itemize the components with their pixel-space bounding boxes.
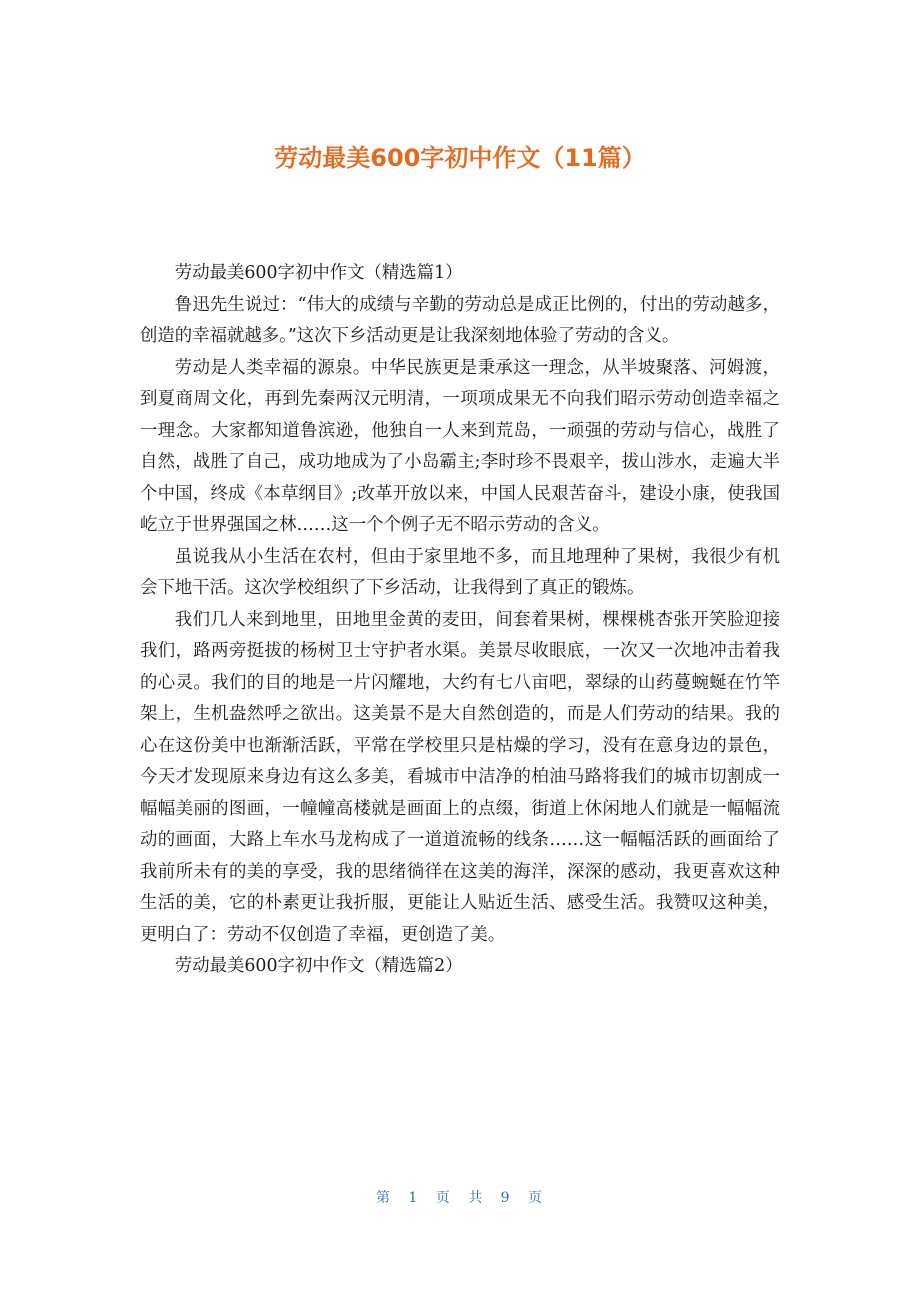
section-heading: 劳动最美600字初中作文（精选篇1）: [174, 263, 463, 283]
document-body: [140, 258, 780, 983]
page-number-footer: 第 1 页 共 9 页: [375, 1190, 545, 1206]
paragraph: 我们几人来到地里，田地里金黄的麦田，间套着果树，棵棵桃杏张开笑脸迎接我们，路两旁挺拔的杨树卫士守护者水渠。美景尽收眼底，一次又一次地冲击着我的心灵。我们的目的地是一片闪耀地，大约有七八亩吧，翠绿的山药蔓蜿蜒在竹竿架上，生机盎然呼之欲出。这美景不是大自然创造的，而是人们劳动的结果。我的心在这份美中也渐渐活跃，平常在学校里只是枯燥的学习，没有在意身边的景色，今天才发现原来身边有这么多美，看城市中洁净的柏油马路将我们的城市切割成一幅幅美丽的图画，一幢幢高楼就是画面上的点缀，街道上休闲地人们就是一幅幅流动的画面，大路上车水马龙构成了一道道流畅的线条……这一幅幅活跃的画面给了我前所未有的美的享受，我的思绪徜徉在这美的海洋，深深的感动，我更喜欢这种生活的美，它的朴素更让我折服，更能让人贴近生活、感受生活。我赞叹这种美，更明白了：劳动不仅创造了幸福，更创造了美。: [140, 609, 780, 945]
paragraph: 虽说我从小生活在农村，但由于家里地不多，而且地理种了果树，我很少有机会下地干活。这次学校组织了下乡活动，让我得到了真正的锻炼。: [140, 546, 780, 598]
paragraph: 劳动是人类幸福的源泉。中华民族更是秉承这一理念，从半坡聚落、河姆渡，到夏商周文化，再到先秦两汉元明清，一项项成果无不向我们昭示劳动创造幸福之一理念。大家都知道鲁滨逊，他独自一人来到荒岛，一顽强的劳动与信心，战胜了自然，战胜了自己，成功地成为了小岛霸主;李时珍不畏艰辛，拔山涉水，走遍大半个中国，终成《本草纲目》;改革开放以来，中国人民艰苦奋斗，建设小康，使我国屹立于世界强国之林……这一个个例子无不昭示劳动的含义。: [140, 357, 780, 535]
section-heading: 劳动最美600字初中作文（精选篇2）: [174, 956, 463, 976]
document-title: 劳动最美600字初中作文（11篇）: [274, 144, 646, 172]
paragraph: 鲁迅先生说过：“伟大的成绩与辛勤的劳动总是成正比例的，付出的劳动越多，创造的幸福就越多。”这次下乡活动更是让我深刻地体验了劳动的含义。: [140, 294, 780, 346]
